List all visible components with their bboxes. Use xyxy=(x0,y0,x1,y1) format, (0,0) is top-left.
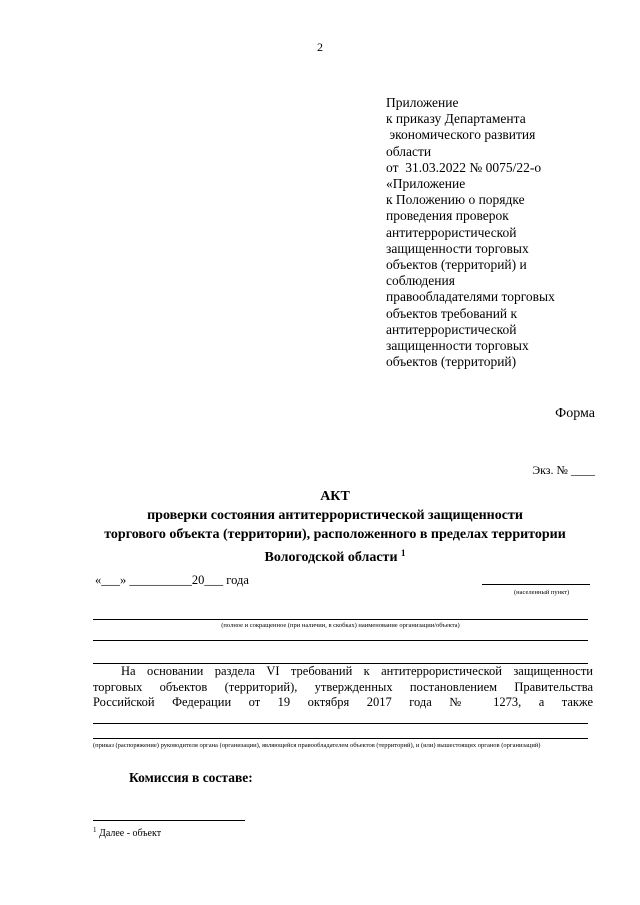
basis-line: торговых объектов (территорий), утвержденных постановлением Правительства xyxy=(93,679,593,694)
appendix-line: области xyxy=(386,143,432,159)
act-title-line-3 xyxy=(40,544,630,567)
commission-label: Комиссия в составе: xyxy=(129,770,253,785)
appendix-line: антитеррористической xyxy=(386,224,517,240)
appendix-line: «Приложение xyxy=(386,176,466,192)
appendix-line: защищенности торговых xyxy=(386,240,529,256)
basis-line: На основании раздела VI требований к антитеррористической защищенности xyxy=(121,664,593,678)
act-title-line: Вологодской области xyxy=(264,550,398,565)
copy-number: Экз. № ____ xyxy=(532,463,595,477)
appendix-line: объектов требований к xyxy=(386,305,518,321)
appendix-line: правообладателями торговых xyxy=(386,289,555,305)
appendix-line: объектов (территорий) и xyxy=(386,257,527,273)
footnote-ref: 1 xyxy=(401,548,406,558)
appendix-line: антитеррористической xyxy=(386,321,517,337)
org-name-line xyxy=(93,619,588,620)
appendix-line: к Положению о порядке xyxy=(386,192,525,208)
org-caption: (полное и сокращенное (при наличии, в скобках) наименование организации/объекта) xyxy=(221,622,460,629)
act-title-line: торгового объекта (территории), расположенного в пределах территории xyxy=(104,527,566,542)
orders-line-2 xyxy=(93,738,588,739)
page-number: 2 xyxy=(317,40,323,54)
appendix-line: к приказу Департамента xyxy=(386,111,526,127)
date-field: «___» __________20___ года xyxy=(95,573,249,587)
footnote-text: Далее - объект xyxy=(96,828,162,839)
act-title xyxy=(40,487,630,567)
footnote-separator xyxy=(93,820,245,821)
footnote-number: 1 xyxy=(93,826,97,834)
appendix-line: объектов (территорий) xyxy=(386,354,517,370)
appendix-line: экономического развития xyxy=(386,127,536,143)
org-name-line-2 xyxy=(93,640,588,641)
appendix-header xyxy=(386,95,616,370)
form-label: Форма xyxy=(555,406,595,421)
place-caption: (населенный пункт) xyxy=(514,589,570,596)
footnote xyxy=(93,826,161,839)
basis-line: Российской Федерации от 19 октября 2017 года № 1273, а также xyxy=(93,695,593,709)
orders-line xyxy=(93,723,588,724)
basis-paragraph xyxy=(93,664,593,711)
appendix-line: соблюдения xyxy=(386,273,455,289)
act-title-line: проверки состояния антитеррористической защищенности xyxy=(147,508,523,523)
appendix-line: защищенности торговых xyxy=(386,338,529,354)
appendix-line: от 31.03.2022 № 0075/22-о xyxy=(386,159,542,175)
appendix-line: проведения проверок xyxy=(386,208,509,224)
orders-caption: (приказ (распоряжение) руководителя органа (организации), являющейся правообладателем объектов (территорий), и (или) вышестоящих органов (организаций) xyxy=(93,742,541,749)
appendix-line: Приложение xyxy=(386,95,459,110)
place-field-line xyxy=(482,584,590,585)
act-heading: АКТ xyxy=(320,489,350,504)
